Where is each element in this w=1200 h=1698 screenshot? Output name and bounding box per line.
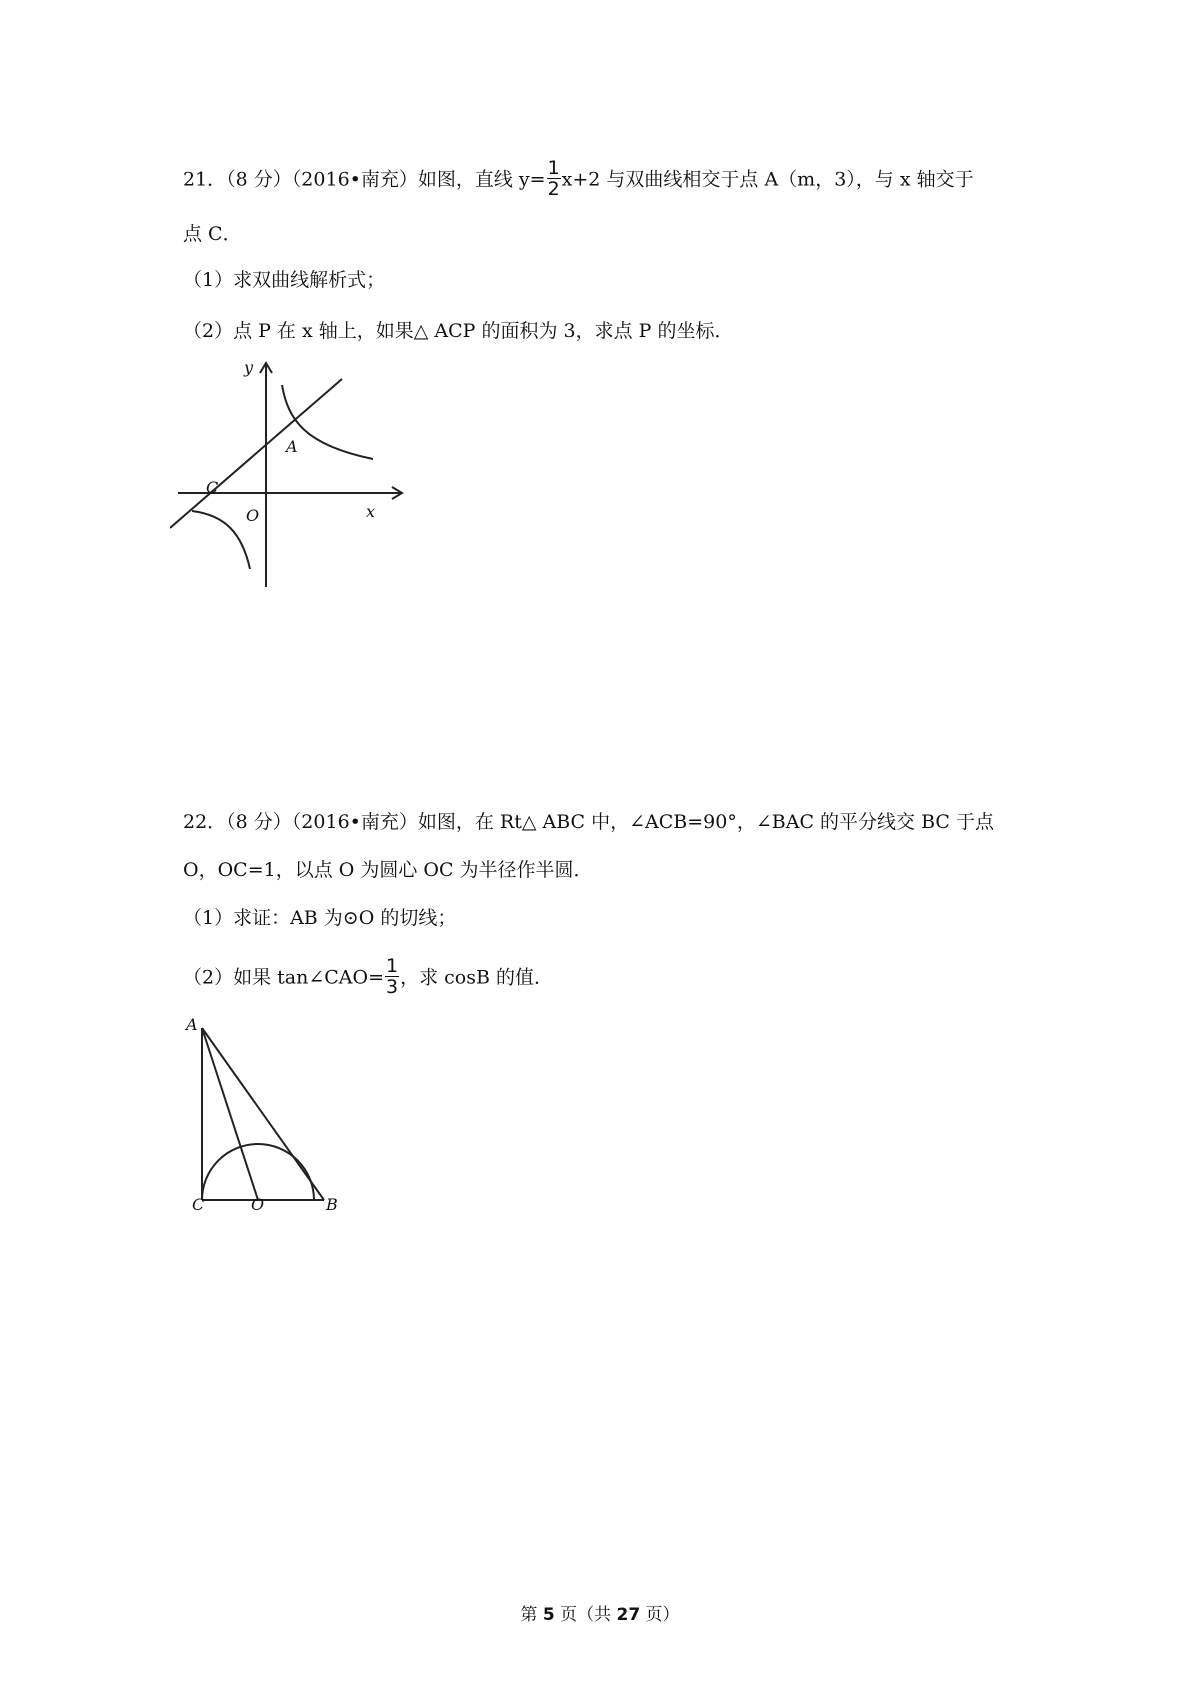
label-c: C	[206, 478, 219, 497]
page-footer	[0, 1604, 1200, 1626]
q22-line1: 22．（8 分）（2016•南充）如图，在 Rt△ ABC 中，∠ACB=90°，∠BAC 的平分线交 BC 于点	[183, 811, 994, 833]
q22-part2-before: （2）如果 tan∠CAO=	[183, 966, 385, 989]
bisector-ao	[202, 1028, 258, 1200]
label-c: C	[192, 1195, 205, 1212]
label-o: O	[251, 1195, 265, 1212]
footer-suffix: 页）	[640, 1605, 680, 1625]
label-a: A	[186, 1015, 198, 1034]
label-a: A	[286, 437, 298, 456]
side-ab	[202, 1028, 324, 1200]
q22-line2: O，OC=1，以点 O 为圆心 OC 为半径作半圆．	[183, 859, 593, 881]
q22-fraction-numerator: 1	[386, 955, 399, 977]
q21-line1	[183, 157, 974, 201]
q21-line2: 点 C．	[183, 223, 242, 245]
q22-part2	[183, 955, 553, 999]
semicircle	[202, 1144, 314, 1200]
footer-page-number: 5	[542, 1605, 555, 1625]
q21-line1-before: 21．（8 分）（2016•南充）如图，直线 y=	[183, 168, 546, 191]
q21-fraction-denominator: 2	[547, 178, 560, 200]
hyperbola-branch-left	[192, 511, 250, 569]
footer-middle: 页（共	[554, 1605, 617, 1625]
q22-figure	[178, 1012, 348, 1212]
q22-fraction-denominator: 3	[386, 976, 399, 998]
q21-fraction	[547, 158, 561, 199]
q22-part2-after: ，求 cosB 的值．	[400, 966, 553, 989]
q22-part1: （1）求证：AB 为⊙O 的切线；	[183, 907, 457, 929]
q21-fraction-numerator: 1	[547, 157, 560, 179]
q22-fraction	[385, 956, 399, 997]
label-b: B	[326, 1195, 338, 1212]
footer-prefix: 第	[520, 1605, 543, 1625]
q21-figure	[170, 355, 420, 595]
q21-part1: （1）求双曲线解析式；	[183, 269, 386, 291]
label-x: x	[366, 502, 376, 521]
label-y: y	[244, 358, 254, 377]
footer-total-pages: 27	[616, 1605, 641, 1625]
label-o: O	[246, 506, 260, 525]
q21-part2: （2）点 P 在 x 轴上，如果△ ACP 的面积为 3，求点 P 的坐标．	[183, 320, 734, 342]
q21-line1-after: x+2 与双曲线相交于点 A（m，3），与 x 轴交于	[561, 168, 974, 191]
